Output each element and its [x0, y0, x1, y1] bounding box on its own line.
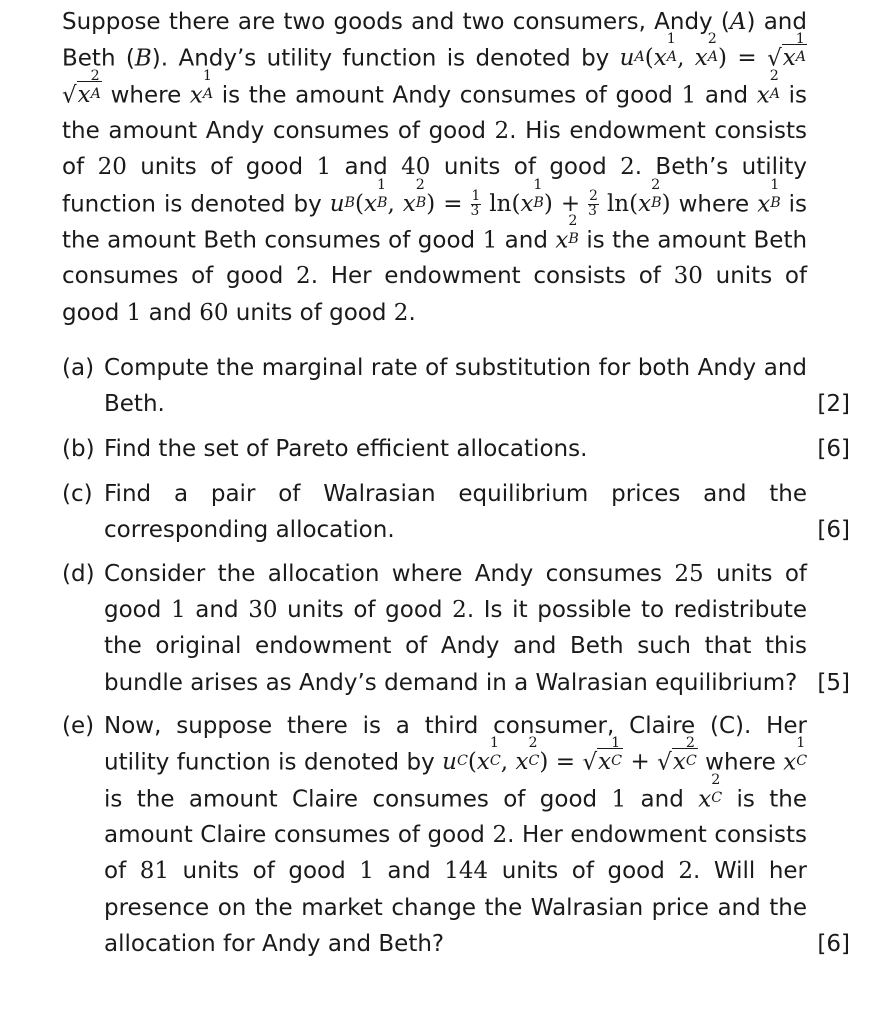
marks-value: [6]	[817, 930, 850, 957]
question-part-c	[62, 476, 850, 548]
part-label: (c)	[62, 481, 93, 507]
part-text: Compute the marginal rate of substitution for both Andy and Beth.	[104, 355, 807, 418]
marks-value: [2]	[817, 391, 850, 418]
part-label: (a)	[62, 355, 95, 381]
question-part-a	[62, 350, 850, 422]
part-text: Find the set of Pareto efficient allocations.	[104, 436, 588, 462]
question-part-b	[62, 431, 850, 467]
part-text: Find a pair of Walrasian equilibrium prices and the corresponding allocation.	[104, 481, 807, 544]
question-part-d	[62, 556, 850, 701]
marks-value: [6]	[817, 517, 850, 544]
part-label: (b)	[62, 436, 95, 462]
utility-andy-formula: u A (x 1 A , x 2 A ) = √x 1 A √x 2 A	[62, 31, 807, 108]
problem-intro: Suppose there are two goods and two consumers, Andy (A) and Beth (B). Andy’s utility function is denoted by u A (x 1 A , x 2 A ) = √x 1 A √x 2 A where x 1 A is the amount Andy consumes of good 1 and x 2 A is the amount Andy consumes of good 2. His endowment consists of 20 units of good 1 and 40 units of good 2. Beth’s utility function is denoted by u B (x 1 B , x 2 B ) = $\frac{1}{3}$ ln(x 1 B ) + $\frac{2}{3}$ ln(x 2 B ) where x 1 B is the amount Beth consumes of good 1 and x 2 B is the amount Beth consumes of good 2. Her endowment consists of 30 units of good 1 and 60 units of good 2.	[62, 9, 808, 326]
marks-value: [5]	[817, 669, 850, 696]
utility-claire-formula: u C (x 1 C , x 2 C ) = √x 1 C + √x 2 C	[442, 735, 697, 776]
question-part-e	[62, 708, 850, 962]
utility-beth-formula: u B (x 1 B , x 2 B ) = $\frac{1}{3}$ ln(x 1 B ) + $\frac{2}{3}$ ln(x 2 B )	[329, 176, 671, 219]
part-text: Now, suppose there is a third consumer, Claire (C). Her utility function is denoted by u C (x 1 C , x 2 C ) = √x 1 C + √x 2 C where x 1 C is the amount Claire consumes of good 1 and x 2 C is the amount Claire consumes of good 2. Her endowment consists of 81 units of good 1 and 144 units of good 2. Will her presence on the market change the Walrasian price and the allocation for Andy and Beth?	[104, 713, 808, 957]
part-text: Consider the allocation where Andy consumes 25 units of good 1 and 30 units of good 2. Is it possible to redistribute the original endowment of Andy and Beth such that this bundle arises as Andy’s demand in a Walrasian equilibrium?	[104, 561, 808, 696]
part-label: (e)	[62, 713, 95, 739]
marks-value: [6]	[817, 436, 850, 462]
part-label: (d)	[62, 561, 95, 587]
